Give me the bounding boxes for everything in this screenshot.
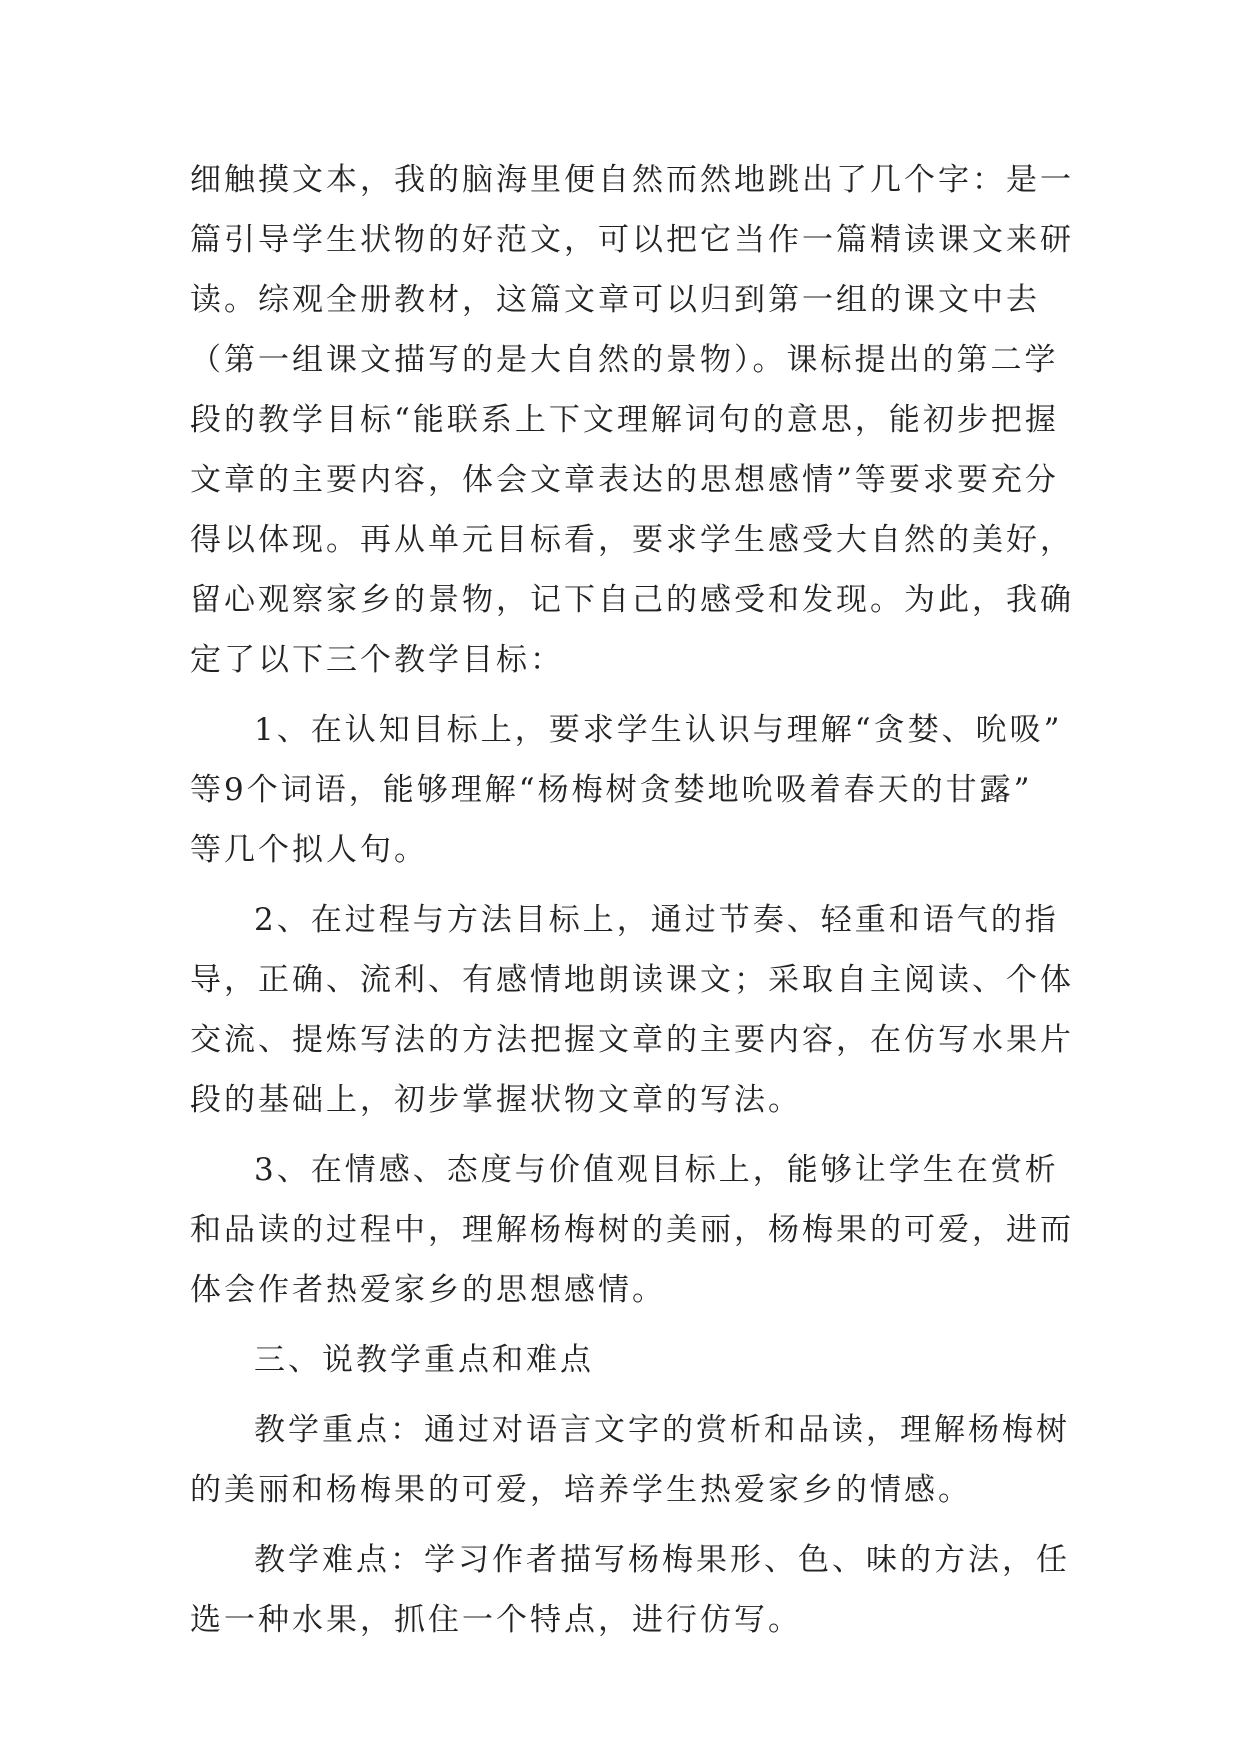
text-line: 段的教学目标“能联系上下文理解词句的意思，能初步把握 bbox=[190, 402, 1059, 438]
text-line: 的美丽和杨梅果的可爱，培养学生热爱家乡的情感。 bbox=[190, 1472, 972, 1508]
objective-2-line: 2、在过程与方法目标上，通过节奏、轻重和语气的指 bbox=[254, 902, 1059, 938]
text-line: 细触摸文本，我的脑海里便自然而然地跳出了几个字：是一 bbox=[190, 162, 1074, 198]
text-line: 等几个拟人句。 bbox=[190, 832, 428, 868]
text-line: 和品读的过程中，理解杨梅树的美丽，杨梅果的可爱，进而 bbox=[190, 1212, 1074, 1248]
text-line: （第一组课文描写的是大自然的景物）。课标提出的第二学 bbox=[190, 342, 1059, 378]
text-line: 定了以下三个教学目标： bbox=[190, 642, 564, 678]
text-line: 留心观察家乡的景物，记下自己的感受和发现。为此，我确 bbox=[190, 582, 1074, 618]
text-line: 等9个词语，能够理解“杨梅树贪婪地吮吸着春天的甘露” bbox=[190, 772, 1033, 808]
section-heading: 三、说教学重点和难点 bbox=[254, 1342, 594, 1378]
text-line: 交流、提炼写法的方法把握文章的主要内容，在仿写水果片 bbox=[190, 1022, 1074, 1058]
teaching-focus-line: 教学重点：通过对语言文字的赏析和品读，理解杨梅树 bbox=[254, 1412, 1070, 1448]
objective-3-line: 3、在情感、态度与价值观目标上，能够让学生在赏析 bbox=[254, 1152, 1059, 1188]
objective-1-line: 1、在认知目标上，要求学生认识与理解“贪婪、吮吸” bbox=[254, 712, 1063, 748]
text-line: 得以体现。再从单元目标看，要求学生感受大自然的美好， bbox=[190, 522, 1074, 558]
text-line: 段的基础上，初步掌握状物文章的写法。 bbox=[190, 1082, 802, 1118]
body-text bbox=[190, 150, 1074, 1650]
text-line: 体会作者热爱家乡的思想感情。 bbox=[190, 1272, 666, 1308]
text-line: 篇引导学生状物的好范文，可以把它当作一篇精读课文来研 bbox=[190, 222, 1074, 258]
teaching-difficulty-line: 教学难点：学习作者描写杨梅果形、色、味的方法，任 bbox=[254, 1542, 1070, 1578]
text-line: 导，正确、流利、有感情地朗读课文；采取自主阅读、个体 bbox=[190, 962, 1074, 998]
text-line: 读。综观全册教材，这篇文章可以归到第一组的课文中去 bbox=[190, 282, 1040, 318]
text-line: 文章的主要内容，体会文章表达的思想感情”等要求要充分 bbox=[190, 462, 1059, 498]
text-line: 选一种水果，抓住一个特点，进行仿写。 bbox=[190, 1602, 802, 1638]
